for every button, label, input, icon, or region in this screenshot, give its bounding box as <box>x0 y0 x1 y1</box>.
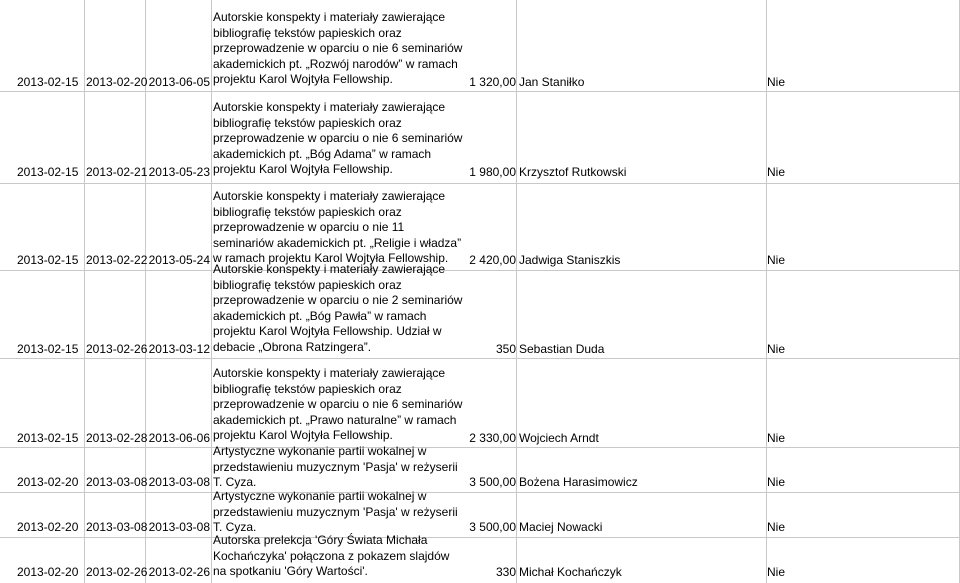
grid-row-divider <box>0 270 960 271</box>
flag-cell[interactable]: Nie <box>767 565 786 579</box>
start-date-cell[interactable]: 2013-02-15 <box>17 431 79 445</box>
description-cell[interactable]: Autorska prelekcja 'Góry Świata Michała Kochańczyka' połączona z pokazem slajdów na spotkaniu 'Góry Wartości'. <box>213 533 450 578</box>
flag-cell[interactable]: Nie <box>767 75 786 89</box>
end-date-cell[interactable]: 2013-03-08 <box>86 520 148 534</box>
end-date-cell[interactable]: 2013-03-08 <box>86 475 148 489</box>
start-date-cell[interactable]: 2013-02-15 <box>17 75 79 89</box>
name-cell[interactable]: Krzysztof Rutkowski <box>519 165 627 179</box>
grid-column-divider <box>211 0 212 583</box>
name-cell[interactable]: Wojciech Arndt <box>519 431 599 445</box>
description-cell[interactable]: Artystyczne wykonanie partii wokalnej w przedstawieniu muzycznym 'Pasja' w reżyserii T. Cyza. <box>213 444 458 489</box>
date-cell[interactable]: 2013-03-08 <box>148 475 210 489</box>
amount-cell[interactable]: 3 500,00 <box>469 520 516 534</box>
name-cell[interactable]: Michał Kochańczyk <box>519 565 622 579</box>
description-cell[interactable]: Autorskie konspekty i materiały zawierające bibliografię tekstów papieskich oraz przeprowadzenie w oparciu o nie 2 seminariów akademickich pt. „Bóg Pawła” w ramach projektu Karol Wojtyła Fellowship. Udział w debacie „Obrona Ratzingera”. <box>213 262 463 354</box>
description-cell[interactable]: Autorskie konspekty i materiały zawierające bibliografię tekstów papieskich oraz przeprowadzenie w oparciu o nie 6 seminariów akademickich pt. „Bóg Adama” w ramach projektu Karol Wojtyła Fellowship. <box>213 100 463 176</box>
amount-cell[interactable]: 3 500,00 <box>469 475 516 489</box>
date-cell[interactable]: 2013-06-05 <box>148 75 210 89</box>
flag-cell[interactable]: Nie <box>767 165 786 179</box>
grid-row-divider <box>0 91 960 92</box>
date-cell[interactable]: 2013-06-06 <box>148 431 210 445</box>
description-cell[interactable]: Autorskie konspekty i materiały zawierające bibliografię tekstów papieskich oraz przeprowadzenie w oparciu o nie 6 seminariów akademickich pt. „Prawo naturalne” w ramach projektu Karol Wojtyła Fellowship. <box>213 366 463 442</box>
grid-row-divider <box>0 492 960 493</box>
amount-cell[interactable]: 350 <box>495 342 516 356</box>
flag-cell[interactable]: Nie <box>767 520 786 534</box>
end-date-cell[interactable]: 2013-02-26 <box>86 565 148 579</box>
grid-row-divider <box>0 183 960 184</box>
description-cell[interactable]: Artystyczne wykonanie partii wokalnej w przedstawieniu muzycznym 'Pasja' w reżyserii T. Cyza. <box>213 489 458 534</box>
date-cell[interactable]: 2013-02-26 <box>148 565 210 579</box>
end-date-cell[interactable]: 2013-02-28 <box>86 431 148 445</box>
start-date-cell[interactable]: 2013-02-20 <box>17 475 79 489</box>
flag-cell[interactable]: Nie <box>767 253 786 267</box>
date-cell[interactable]: 2013-05-23 <box>148 165 210 179</box>
end-date-cell[interactable]: 2013-02-20 <box>86 75 148 89</box>
start-date-cell[interactable]: 2013-02-15 <box>17 342 79 356</box>
date-cell[interactable]: 2013-05-24 <box>148 253 210 267</box>
end-date-cell[interactable]: 2013-02-22 <box>86 253 148 267</box>
amount-cell[interactable]: 1 320,00 <box>469 75 516 89</box>
amount-cell[interactable]: 2 330,00 <box>469 431 516 445</box>
name-cell[interactable]: Maciej Nowacki <box>519 520 603 534</box>
amount-cell[interactable]: 2 420,00 <box>469 253 516 267</box>
name-cell[interactable]: Bożena Harasimowicz <box>519 475 638 489</box>
start-date-cell[interactable]: 2013-02-20 <box>17 565 79 579</box>
grid-row-divider <box>0 447 960 448</box>
start-date-cell[interactable]: 2013-02-15 <box>17 253 79 267</box>
amount-cell[interactable]: 1 980,00 <box>469 165 516 179</box>
end-date-cell[interactable]: 2013-02-21 <box>86 165 148 179</box>
amount-cell[interactable]: 330 <box>495 565 516 579</box>
flag-cell[interactable]: Nie <box>767 475 786 489</box>
flag-cell[interactable]: Nie <box>767 431 786 445</box>
name-cell[interactable]: Jadwiga Staniszkis <box>519 253 621 267</box>
name-cell[interactable]: Sebastian Duda <box>519 342 605 356</box>
date-cell[interactable]: 2013-03-08 <box>148 520 210 534</box>
grid-column-divider <box>516 0 517 583</box>
flag-cell[interactable]: Nie <box>767 342 786 356</box>
start-date-cell[interactable]: 2013-02-20 <box>17 520 79 534</box>
grid-row-divider <box>0 537 960 538</box>
grid-column-divider <box>84 0 85 583</box>
description-cell[interactable]: Autorskie konspekty i materiały zawierające bibliografię tekstów papieskich oraz przeprowadzenie w oparciu o nie 6 seminariów akademickich pt. „Rozwój narodów” w ramach projektu Karol Wojtyła Fellowship. <box>213 10 463 86</box>
end-date-cell[interactable]: 2013-02-26 <box>86 342 148 356</box>
description-cell[interactable]: Autorskie konspekty i materiały zawierające bibliografię tekstów papieskich oraz przeprowadzenie w oparciu o nie 11 seminariów akademickich pt. „Religie i władza” w ramach projektu Karol Wojtyła Fellowship. <box>213 189 462 265</box>
grid-row-divider <box>0 358 960 359</box>
name-cell[interactable]: Jan Staniłko <box>519 75 585 89</box>
date-cell[interactable]: 2013-03-12 <box>148 342 210 356</box>
start-date-cell[interactable]: 2013-02-15 <box>17 165 79 179</box>
